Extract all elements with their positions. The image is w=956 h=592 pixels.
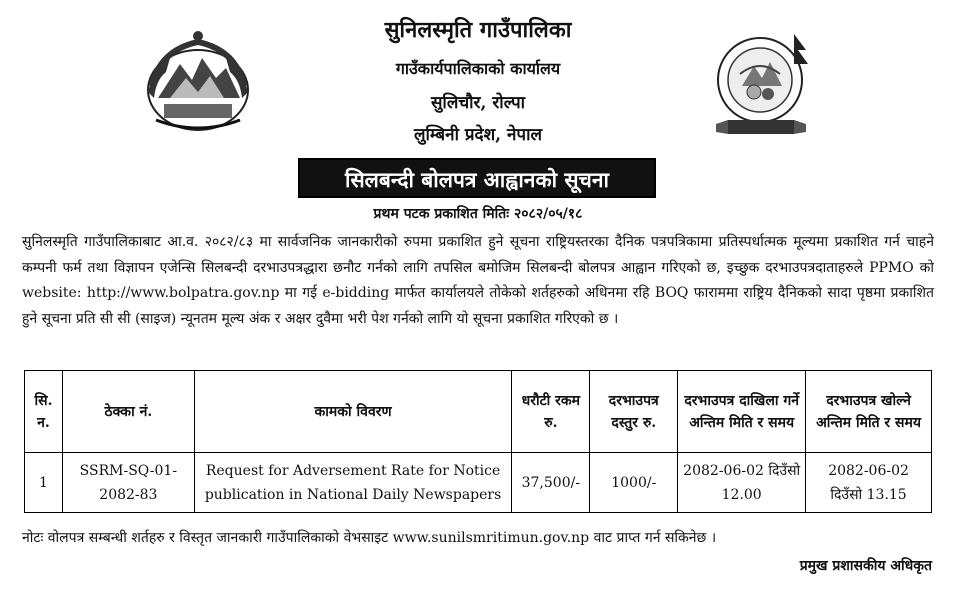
municipality-seal-icon (706, 28, 818, 140)
cell-description: Request for Adversement Rate for Notice publication in National Daily Newspapers (194, 453, 512, 513)
cell-contract-no: SSRM-SQ-01-2082-83 (62, 453, 194, 513)
tender-table (24, 370, 932, 513)
municipality-name: सुनिलस्मृति गाउँपालिका (384, 17, 572, 43)
col-header-fee: दरभाउपत्र दस्तुर रु. (590, 371, 678, 453)
col-header-contract-no: ठेक्का नं. (62, 371, 194, 453)
table-row (25, 453, 932, 513)
table-header-row (25, 371, 932, 453)
cell-sn: 1 (25, 453, 63, 513)
notice-title: सिलबन्दी बोलपत्र आह्वानको सूचना (298, 158, 656, 198)
first-published-date: प्रथम पटक प्रकाशित मितिः २०८२/०५/१८ (373, 206, 583, 222)
col-header-deposit: धरौटी रकम रु. (512, 371, 590, 453)
col-header-sn: सि. न. (25, 371, 63, 453)
office-address: सुलिचौर, रोल्पा (430, 93, 526, 113)
footer-note: नोटः वोलपत्र सम्बन्धी शर्तहरु र विस्तृत जानकारी गाउँपालिकाको वेभसाइट www.sunilsmritimun.gov.np वाट प्राप्त गर्न सकिनेछ । (22, 530, 717, 546)
office-name: गाउँकार्यपालिकाको कार्यालय (395, 59, 561, 78)
notice-body: सुनिलस्मृति गाउँपालिकाबाट आ.व. २०८२/८३ मा सार्वजनिक जानकारीको रुपमा प्रकाशित हुने सूचना राष्ट्रियस्तरका दैनिक पत्रपत्रिकामा प्रतिस्पर्धात्मक मूल्यमा प्रकाशित गर्न चाहने कम्पनी फर्म तथा विज्ञापन एजेन्सि सिलबन्दी दरभाउपत्रद्धारा छनौट गर्नको लागि तपसिल बमोजिम सिलबन्दी बोलपत्र आह्वान गरिएको छ, इच्छुक दरभाउपत्रदाताहरुले PPMO को website: http://www.bolpatra.gov.np मा गई e-bidding मार्फत कार्यालयले तोकेको शर्तहरुको अधिनमा रहि BOQ फाराममा राष्ट्रिय दैनिकको सादा पृष्ठमा प्रकाशित हुने सूचना प्रति सी सी (साइज) न्यूनतम मूल्य अंक र अक्षर दुवैमा भरी पेश गर्नको लागि यो सूचना प्रकाशित गरिएको छ । (22, 234, 934, 327)
col-header-submission-deadline: दरभाउपत्र दाखिला गर्ने अन्तिम मिति र समय (678, 371, 806, 453)
cell-deposit: 37,500/- (512, 453, 590, 513)
cell-fee: 1000/- (590, 453, 678, 513)
cell-submission-deadline: 2082-06-02 दिउँसो 12.00 (678, 453, 806, 513)
col-header-opening-date: दरभाउपत्र खोल्ने अन्तिम मिति र समय (806, 371, 932, 453)
signatory-title: प्रमुख प्रशासकीय अधिकृत (799, 558, 932, 574)
province-name: लुम्बिनी प्रदेश, नेपाल (413, 125, 543, 145)
cell-opening-date: 2082-06-02 दिउँसो 13.15 (806, 453, 932, 513)
nepal-emblem-icon (140, 28, 256, 136)
col-header-description: कामको विवरण (194, 371, 512, 453)
